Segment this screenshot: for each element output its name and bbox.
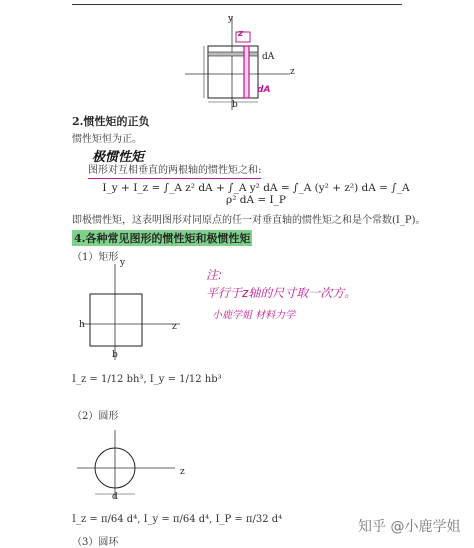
note-line-3: 小鹿学姐 材料力学 <box>212 310 296 321</box>
rectangle-label: （1）矩形 <box>72 252 119 263</box>
b-label: b <box>232 100 238 110</box>
top-rule <box>72 4 402 5</box>
circle-d-label: d <box>112 492 118 502</box>
hand-dA-label: dA <box>257 85 271 95</box>
polar-moment-formula: I_y + I_z = ∫_A z² dA + ∫_A y² dA = ∫_A (y² + z²) dA = ∫_A ρ² dA = I_P <box>102 182 410 206</box>
rect-b-label: b <box>112 350 118 360</box>
ring-label: （3）圆环 <box>72 537 119 548</box>
rect-axis-z: z <box>172 322 177 332</box>
watermark: 知乎 @小鹿学姐 <box>358 519 461 535</box>
axis-z-label: z <box>290 67 295 77</box>
circle-formula: I_z = π/64 d⁴, I_y = π/64 d⁴, I_P = π/32 d⁴ <box>72 514 283 525</box>
section-3-printed-title <box>72 146 92 162</box>
rect-h-label: h <box>79 320 85 330</box>
section-3-explanation: 即极惯性矩，这表明图形对同原点的任一对垂直轴的惯性矩之和是个常数(I_P)。 <box>72 215 426 226</box>
cross-section-diagram <box>170 12 310 112</box>
circle-diagram <box>75 428 185 508</box>
section-3-text: 图形对互相垂直的两根轴的惯性矩之和: <box>88 161 261 179</box>
rectangle-formula: I_z = 1/12 bh³, I_y = 1/12 hb³ <box>72 374 222 385</box>
note-line-2: 平行于z轴的尺寸取一次方。 <box>206 286 357 300</box>
section-3-hand-title: 极惯性矩 <box>92 150 145 165</box>
section-4-title: 4.各种常见图形的惯性矩和极惯性矩 <box>74 232 251 245</box>
rectangle-diagram <box>80 262 190 362</box>
dA-label: dA <box>262 52 275 62</box>
note-line-1: 注: <box>206 268 223 282</box>
circle-axis-z: z <box>180 467 185 477</box>
circle-label: （2）圆形 <box>72 411 119 422</box>
section-2-title: 2.惯性矩的正负 <box>72 115 150 128</box>
hand-z-label: z <box>238 29 244 39</box>
section-2-text: 惯性矩恒为正。 <box>72 134 142 145</box>
rect-axis-y: y <box>120 258 126 268</box>
axis-y-label: y <box>228 14 234 24</box>
